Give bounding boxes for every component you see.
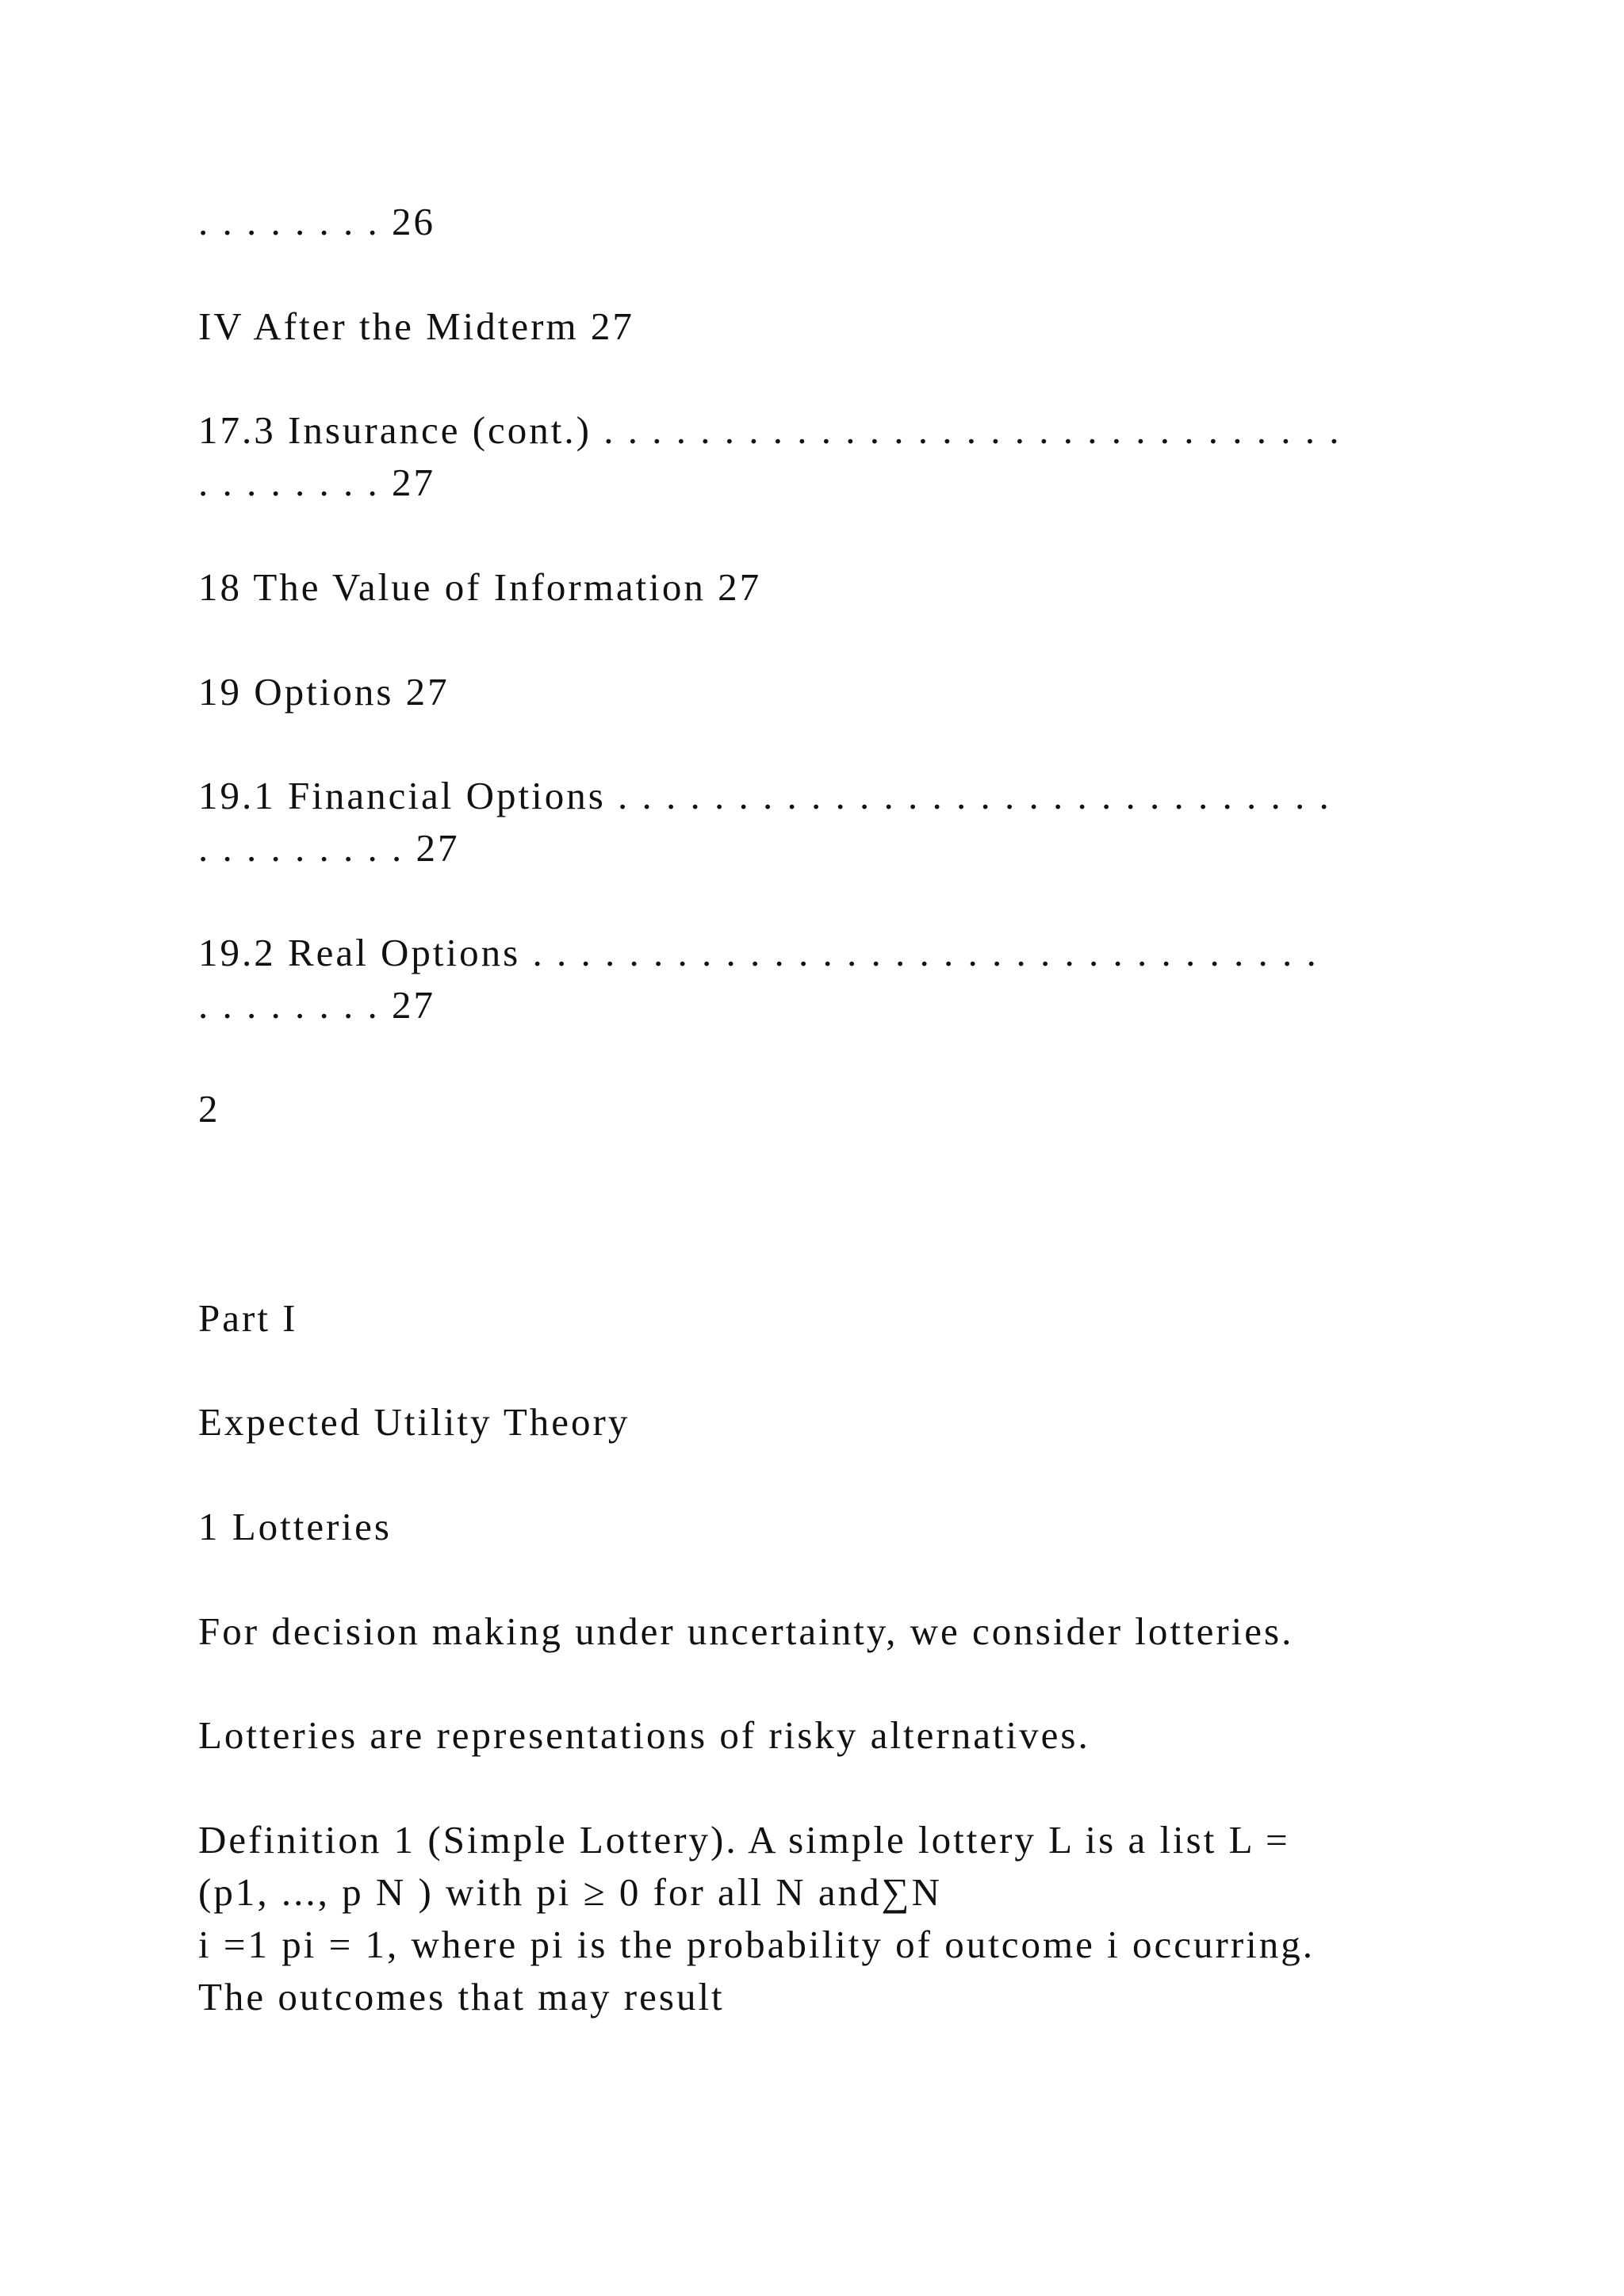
section-heading: 1 Lotteries (198, 1505, 392, 1548)
definition-line-1: Definition 1 (Simple Lottery). A simple lottery L is a list L = (198, 1818, 1290, 1862)
paragraph-2: Lotteries are representations of risky alternatives. (198, 1713, 1090, 1757)
toc-entry-17-3-line2: . . . . . . . . 27 (198, 461, 435, 504)
definition-line-2: (p1, ..., p N ) with pi ≥ 0 for all N and∑N (198, 1870, 942, 1914)
toc-entry-19-1-line2: . . . . . . . . . 27 (198, 826, 460, 870)
part-title: Expected Utility Theory (198, 1400, 630, 1444)
definition-line-3: i =1 pi = 1, where pi is the probability of outcome i occurring. (198, 1923, 1316, 1966)
page-number: 2 (198, 1087, 220, 1131)
definition-line-4: The outcomes that may result (198, 1975, 725, 2019)
toc-entry-19: 19 Options 27 (198, 670, 450, 714)
toc-entry-continuation: . . . . . . . . 26 (198, 200, 435, 243)
part-label: Part I (198, 1296, 298, 1340)
toc-entry-17-3-line1: 17.3 Insurance (cont.) . . . . . . . . . . . . . . . . . . . . . . . . . . . . . . . (198, 408, 1342, 452)
toc-entry-18: 18 The Value of Information 27 (198, 565, 762, 609)
toc-entry-19-2-line2: . . . . . . . . 27 (198, 983, 435, 1027)
paragraph-1: For decision making under uncertainty, we consider lotteries. (198, 1609, 1294, 1653)
toc-entry-19-1-line1: 19.1 Financial Options . . . . . . . . . . . . . . . . . . . . . . . . . . . . . . (198, 774, 1331, 817)
toc-entry-19-2-line1: 19.2 Real Options . . . . . . . . . . . . . . . . . . . . . . . . . . . . . . . . . (198, 931, 1319, 974)
toc-entry-part-iv: IV After the Midterm 27 (198, 304, 634, 348)
